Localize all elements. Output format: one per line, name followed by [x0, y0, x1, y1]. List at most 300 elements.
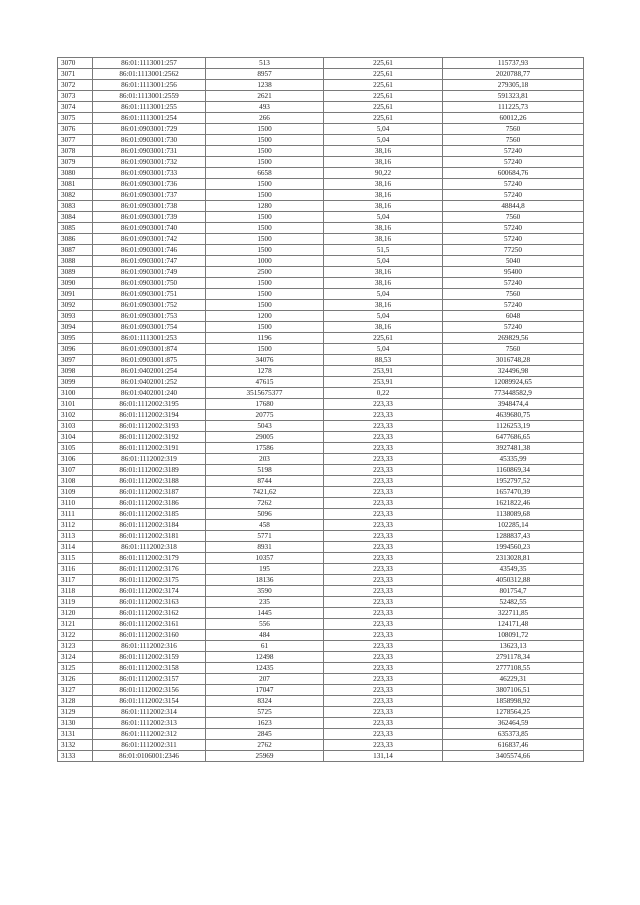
cell-cadastral-value: 77250	[443, 245, 584, 256]
cell-specific-value: 38,16	[324, 278, 443, 289]
cell-cadastral-value: 7560	[443, 124, 584, 135]
cell-cadastral-number: 86:01:1113001:257	[93, 58, 206, 69]
cell-area: 1500	[206, 223, 324, 234]
cell-cadastral-value: 1126253,19	[443, 421, 584, 432]
cell-area: 8957	[206, 69, 324, 80]
table-row	[58, 641, 584, 652]
cell-specific-value: 223,33	[324, 663, 443, 674]
cell-specific-value: 5,04	[324, 135, 443, 146]
cell-area: 18136	[206, 575, 324, 586]
table-row	[58, 245, 584, 256]
cell-cadastral-number: 86:01:1113001:256	[93, 80, 206, 91]
cell-row-number: 3093	[58, 311, 93, 322]
cell-area: 1000	[206, 256, 324, 267]
cell-cadastral-number: 86:01:0903001:875	[93, 355, 206, 366]
cell-cadastral-number: 86:01:0903001:737	[93, 190, 206, 201]
table-row	[58, 663, 584, 674]
cell-cadastral-number: 86:01:0402001:252	[93, 377, 206, 388]
cell-area: 5043	[206, 421, 324, 432]
cell-cadastral-number: 86:01:0903001:738	[93, 201, 206, 212]
cell-row-number: 3077	[58, 135, 93, 146]
cell-row-number: 3101	[58, 399, 93, 410]
table-row	[58, 366, 584, 377]
cell-row-number: 3116	[58, 564, 93, 575]
cell-area: 1278	[206, 366, 324, 377]
cell-row-number: 3107	[58, 465, 93, 476]
cell-area: 1500	[206, 300, 324, 311]
cell-specific-value: 223,33	[324, 498, 443, 509]
cell-area: 556	[206, 619, 324, 630]
cell-specific-value: 223,33	[324, 564, 443, 575]
cell-area: 5096	[206, 509, 324, 520]
table-row	[58, 102, 584, 113]
table-row	[58, 553, 584, 564]
cell-row-number: 3090	[58, 278, 93, 289]
cell-row-number: 3076	[58, 124, 93, 135]
cell-specific-value: 5,04	[324, 311, 443, 322]
table-row	[58, 432, 584, 443]
cell-cadastral-value: 115737,93	[443, 58, 584, 69]
cell-specific-value: 223,33	[324, 707, 443, 718]
cell-area: 1238	[206, 80, 324, 91]
table-row	[58, 586, 584, 597]
cell-cadastral-number: 86:01:1112002:3195	[93, 399, 206, 410]
cell-cadastral-number: 86:01:0903001:733	[93, 168, 206, 179]
cell-specific-value: 223,33	[324, 476, 443, 487]
cell-cadastral-number: 86:01:1112002:3189	[93, 465, 206, 476]
cell-specific-value: 225,61	[324, 113, 443, 124]
cell-specific-value: 5,04	[324, 256, 443, 267]
cell-row-number: 3103	[58, 421, 93, 432]
table-row	[58, 344, 584, 355]
cell-area: 513	[206, 58, 324, 69]
table-row	[58, 223, 584, 234]
cell-area: 1500	[206, 157, 324, 168]
cell-cadastral-number: 86:01:0903001:747	[93, 256, 206, 267]
cell-row-number: 3078	[58, 146, 93, 157]
cell-cadastral-value: 124171,48	[443, 619, 584, 630]
cell-cadastral-number: 86:01:0903001:742	[93, 234, 206, 245]
cell-cadastral-value: 635373,85	[443, 729, 584, 740]
table-row	[58, 201, 584, 212]
cell-area: 1500	[206, 289, 324, 300]
cell-specific-value: 225,61	[324, 91, 443, 102]
cell-cadastral-number: 86:01:0903001:729	[93, 124, 206, 135]
cell-cadastral-number: 86:01:1112002:312	[93, 729, 206, 740]
cell-cadastral-value: 1138089,68	[443, 509, 584, 520]
cell-row-number: 3102	[58, 410, 93, 421]
cell-cadastral-value: 3948474,4	[443, 399, 584, 410]
cell-area: 61	[206, 641, 324, 652]
cell-area: 5771	[206, 531, 324, 542]
cell-cadastral-number: 86:01:1112002:3191	[93, 443, 206, 454]
cell-cadastral-number: 86:01:1112002:314	[93, 707, 206, 718]
cell-cadastral-number: 86:01:1112002:3156	[93, 685, 206, 696]
cell-row-number: 3079	[58, 157, 93, 168]
cell-cadastral-number: 86:01:1112002:313	[93, 718, 206, 729]
cell-cadastral-value: 13623,13	[443, 641, 584, 652]
cell-specific-value: 223,33	[324, 520, 443, 531]
cell-specific-value: 223,33	[324, 586, 443, 597]
cell-cadastral-number: 86:01:0903001:739	[93, 212, 206, 223]
cell-cadastral-value: 43549,35	[443, 564, 584, 575]
cell-specific-value: 5,04	[324, 344, 443, 355]
cell-row-number: 3109	[58, 487, 93, 498]
cell-cadastral-value: 2313028,81	[443, 553, 584, 564]
cell-area: 458	[206, 520, 324, 531]
cell-area: 29005	[206, 432, 324, 443]
table-row	[58, 575, 584, 586]
table-row	[58, 498, 584, 509]
cell-cadastral-number: 86:01:1113001:254	[93, 113, 206, 124]
cell-row-number: 3094	[58, 322, 93, 333]
table-row	[58, 267, 584, 278]
cell-area: 17680	[206, 399, 324, 410]
cell-cadastral-value: 1994560,23	[443, 542, 584, 553]
cell-cadastral-value: 362464,59	[443, 718, 584, 729]
cell-area: 5725	[206, 707, 324, 718]
cell-area: 3515675377	[206, 388, 324, 399]
cell-cadastral-value: 5040	[443, 256, 584, 267]
cell-cadastral-value: 52482,55	[443, 597, 584, 608]
cell-cadastral-value: 57240	[443, 190, 584, 201]
table-row	[58, 542, 584, 553]
table-row	[58, 135, 584, 146]
table-row	[58, 146, 584, 157]
table-row	[58, 355, 584, 366]
table-row	[58, 69, 584, 80]
cell-cadastral-value: 279305,18	[443, 80, 584, 91]
cell-area: 195	[206, 564, 324, 575]
table-row	[58, 685, 584, 696]
cell-area: 8324	[206, 696, 324, 707]
cell-row-number: 3082	[58, 190, 93, 201]
cell-cadastral-value: 2791178,34	[443, 652, 584, 663]
table-row	[58, 531, 584, 542]
cell-row-number: 3072	[58, 80, 93, 91]
cell-cadastral-value: 102285,14	[443, 520, 584, 531]
cell-area: 235	[206, 597, 324, 608]
cell-row-number: 3071	[58, 69, 93, 80]
cell-specific-value: 223,33	[324, 597, 443, 608]
cell-area: 1500	[206, 322, 324, 333]
table-row	[58, 256, 584, 267]
cell-specific-value: 223,33	[324, 608, 443, 619]
cell-cadastral-value: 7560	[443, 344, 584, 355]
cell-cadastral-value: 57240	[443, 278, 584, 289]
cell-cadastral-number: 86:01:1113001:2562	[93, 69, 206, 80]
cell-row-number: 3125	[58, 663, 93, 674]
cell-row-number: 3127	[58, 685, 93, 696]
table-row	[58, 157, 584, 168]
cell-row-number: 3091	[58, 289, 93, 300]
cell-specific-value: 253,91	[324, 366, 443, 377]
table-row	[58, 718, 584, 729]
cell-row-number: 3114	[58, 542, 93, 553]
cell-specific-value: 223,33	[324, 443, 443, 454]
cell-area: 12498	[206, 652, 324, 663]
table-row	[58, 333, 584, 344]
cell-area: 20775	[206, 410, 324, 421]
cell-cadastral-number: 86:01:0903001:750	[93, 278, 206, 289]
cell-cadastral-value: 1858998,92	[443, 696, 584, 707]
cell-cadastral-value: 46229,31	[443, 674, 584, 685]
cell-row-number: 3117	[58, 575, 93, 586]
cell-area: 1445	[206, 608, 324, 619]
cell-specific-value: 223,33	[324, 685, 443, 696]
table-row	[58, 91, 584, 102]
cell-cadastral-number: 86:01:1112002:3176	[93, 564, 206, 575]
cell-cadastral-value: 7560	[443, 289, 584, 300]
cell-row-number: 3088	[58, 256, 93, 267]
table-row	[58, 696, 584, 707]
table-row	[58, 190, 584, 201]
cell-specific-value: 223,33	[324, 421, 443, 432]
cell-row-number: 3129	[58, 707, 93, 718]
table-row	[58, 58, 584, 69]
cell-cadastral-number: 86:01:1112002:3179	[93, 553, 206, 564]
cell-specific-value: 38,16	[324, 157, 443, 168]
table-row	[58, 729, 584, 740]
cell-cadastral-number: 86:01:0402001:254	[93, 366, 206, 377]
table-row	[58, 630, 584, 641]
cell-row-number: 3097	[58, 355, 93, 366]
cell-area: 1500	[206, 212, 324, 223]
table-row	[58, 399, 584, 410]
cell-specific-value: 223,33	[324, 696, 443, 707]
cell-area: 17586	[206, 443, 324, 454]
cell-specific-value: 38,16	[324, 322, 443, 333]
cell-cadastral-value: 324496,98	[443, 366, 584, 377]
cell-area: 47615	[206, 377, 324, 388]
cell-cadastral-number: 86:01:0903001:732	[93, 157, 206, 168]
cell-specific-value: 38,16	[324, 190, 443, 201]
cell-area: 1500	[206, 179, 324, 190]
cell-cadastral-number: 86:01:1112002:319	[93, 454, 206, 465]
cell-area: 3590	[206, 586, 324, 597]
cell-cadastral-value: 3405574,66	[443, 751, 584, 762]
table-row	[58, 476, 584, 487]
cell-row-number: 3105	[58, 443, 93, 454]
cell-cadastral-number: 86:01:0903001:746	[93, 245, 206, 256]
cell-specific-value: 51,5	[324, 245, 443, 256]
cell-cadastral-value: 6477686,65	[443, 432, 584, 443]
cell-specific-value: 223,33	[324, 619, 443, 630]
cell-cadastral-value: 2020788,77	[443, 69, 584, 80]
cell-row-number: 3084	[58, 212, 93, 223]
table-row	[58, 740, 584, 751]
cell-cadastral-value: 57240	[443, 234, 584, 245]
table-row	[58, 113, 584, 124]
cell-specific-value: 38,16	[324, 300, 443, 311]
cell-area: 1500	[206, 124, 324, 135]
cell-specific-value: 223,33	[324, 740, 443, 751]
cell-cadastral-number: 86:01:1112002:3174	[93, 586, 206, 597]
cell-cadastral-number: 86:01:0903001:751	[93, 289, 206, 300]
cell-cadastral-number: 86:01:1113001:255	[93, 102, 206, 113]
table-row	[58, 410, 584, 421]
cell-row-number: 3112	[58, 520, 93, 531]
cell-row-number: 3120	[58, 608, 93, 619]
cell-cadastral-value: 108091,72	[443, 630, 584, 641]
cell-specific-value: 38,16	[324, 267, 443, 278]
cell-area: 203	[206, 454, 324, 465]
cell-specific-value: 223,33	[324, 487, 443, 498]
cell-row-number: 3128	[58, 696, 93, 707]
cell-area: 1500	[206, 278, 324, 289]
cell-area: 8744	[206, 476, 324, 487]
cell-row-number: 3118	[58, 586, 93, 597]
cell-row-number: 3132	[58, 740, 93, 751]
table-row	[58, 212, 584, 223]
cell-cadastral-number: 86:01:1112002:3185	[93, 509, 206, 520]
cell-cadastral-number: 86:01:1112002:3188	[93, 476, 206, 487]
table-row	[58, 520, 584, 531]
cell-cadastral-value: 7560	[443, 212, 584, 223]
cell-area: 1280	[206, 201, 324, 212]
table-row	[58, 619, 584, 630]
cell-area: 1500	[206, 135, 324, 146]
cell-area: 2845	[206, 729, 324, 740]
cell-area: 17047	[206, 685, 324, 696]
cell-cadastral-value: 111225,73	[443, 102, 584, 113]
cell-cadastral-value: 57240	[443, 223, 584, 234]
table-row	[58, 465, 584, 476]
cell-area: 12435	[206, 663, 324, 674]
cell-cadastral-number: 86:01:1112002:318	[93, 542, 206, 553]
cell-cadastral-number: 86:01:0903001:730	[93, 135, 206, 146]
table-row	[58, 509, 584, 520]
cell-cadastral-value: 2777108,55	[443, 663, 584, 674]
table-row	[58, 300, 584, 311]
cell-area: 1500	[206, 234, 324, 245]
cell-row-number: 3106	[58, 454, 93, 465]
cell-cadastral-value: 3927481,38	[443, 443, 584, 454]
cell-cadastral-value: 48844,8	[443, 201, 584, 212]
cell-row-number: 3092	[58, 300, 93, 311]
cell-row-number: 3115	[58, 553, 93, 564]
cell-cadastral-value: 45335,99	[443, 454, 584, 465]
cell-cadastral-number: 86:01:0402001:240	[93, 388, 206, 399]
cell-specific-value: 225,61	[324, 102, 443, 113]
cell-row-number: 3095	[58, 333, 93, 344]
cell-cadastral-value: 322711,85	[443, 608, 584, 619]
cell-row-number: 3081	[58, 179, 93, 190]
cell-cadastral-value: 7560	[443, 135, 584, 146]
cell-cadastral-value: 4639680,75	[443, 410, 584, 421]
cell-area: 1500	[206, 146, 324, 157]
cell-cadastral-number: 86:01:1112002:3160	[93, 630, 206, 641]
cell-area: 8931	[206, 542, 324, 553]
cell-cadastral-value: 57240	[443, 300, 584, 311]
cell-row-number: 3083	[58, 201, 93, 212]
cell-specific-value: 223,33	[324, 641, 443, 652]
cell-cadastral-number: 86:01:1112002:3154	[93, 696, 206, 707]
cell-row-number: 3099	[58, 377, 93, 388]
cell-row-number: 3121	[58, 619, 93, 630]
cell-cadastral-number: 86:01:1112002:3158	[93, 663, 206, 674]
table-row	[58, 289, 584, 300]
cell-area: 5198	[206, 465, 324, 476]
cell-cadastral-number: 86:01:1112002:3159	[93, 652, 206, 663]
cell-area: 1200	[206, 311, 324, 322]
cell-specific-value: 223,33	[324, 630, 443, 641]
cell-cadastral-number: 86:01:0903001:736	[93, 179, 206, 190]
cell-cadastral-number: 86:01:1112002:3187	[93, 487, 206, 498]
cell-row-number: 3133	[58, 751, 93, 762]
cell-specific-value: 223,33	[324, 432, 443, 443]
table-row	[58, 443, 584, 454]
table-row	[58, 234, 584, 245]
cell-area: 1623	[206, 718, 324, 729]
cell-row-number: 3122	[58, 630, 93, 641]
table-row	[58, 608, 584, 619]
table-row	[58, 751, 584, 762]
cell-cadastral-value: 60012,26	[443, 113, 584, 124]
cell-cadastral-number: 86:01:1112002:316	[93, 641, 206, 652]
cell-area: 2621	[206, 91, 324, 102]
table-row	[58, 707, 584, 718]
cell-cadastral-value: 1288837,43	[443, 531, 584, 542]
table-row	[58, 597, 584, 608]
cell-row-number: 3074	[58, 102, 93, 113]
cell-specific-value: 131,14	[324, 751, 443, 762]
cell-cadastral-number: 86:01:1112002:3184	[93, 520, 206, 531]
table-row	[58, 487, 584, 498]
cell-area: 7421,62	[206, 487, 324, 498]
cell-cadastral-value: 1621822,46	[443, 498, 584, 509]
cell-row-number: 3130	[58, 718, 93, 729]
cell-specific-value: 223,33	[324, 542, 443, 553]
cell-row-number: 3070	[58, 58, 93, 69]
table-row	[58, 278, 584, 289]
cell-area: 1500	[206, 245, 324, 256]
cell-cadastral-value: 1278564,25	[443, 707, 584, 718]
cell-specific-value: 5,04	[324, 212, 443, 223]
cell-cadastral-number: 86:01:0903001:731	[93, 146, 206, 157]
cell-cadastral-number: 86:01:1112002:3194	[93, 410, 206, 421]
cell-cadastral-number: 86:01:0106001:2346	[93, 751, 206, 762]
cell-specific-value: 223,33	[324, 531, 443, 542]
cell-specific-value: 253,91	[324, 377, 443, 388]
cell-row-number: 3123	[58, 641, 93, 652]
cell-row-number: 3075	[58, 113, 93, 124]
cell-specific-value: 5,04	[324, 124, 443, 135]
table-row	[58, 421, 584, 432]
cell-row-number: 3110	[58, 498, 93, 509]
cell-cadastral-value: 95400	[443, 267, 584, 278]
cell-row-number: 3104	[58, 432, 93, 443]
cell-specific-value: 223,33	[324, 465, 443, 476]
cell-specific-value: 223,33	[324, 399, 443, 410]
cell-cadastral-value: 616837,46	[443, 740, 584, 751]
cell-cadastral-value: 3807106,51	[443, 685, 584, 696]
cell-row-number: 3108	[58, 476, 93, 487]
cell-cadastral-value: 3016748,28	[443, 355, 584, 366]
cell-cadastral-number: 86:01:0903001:874	[93, 344, 206, 355]
cell-row-number: 3085	[58, 223, 93, 234]
cell-cadastral-value: 591323,81	[443, 91, 584, 102]
cell-cadastral-number: 86:01:1112002:3193	[93, 421, 206, 432]
cell-area: 484	[206, 630, 324, 641]
document-page	[57, 57, 583, 762]
table-row	[58, 388, 584, 399]
cell-specific-value: 223,33	[324, 575, 443, 586]
cell-area: 1500	[206, 344, 324, 355]
table-row	[58, 80, 584, 91]
cell-cadastral-number: 86:01:1112002:311	[93, 740, 206, 751]
cell-specific-value: 225,61	[324, 69, 443, 80]
